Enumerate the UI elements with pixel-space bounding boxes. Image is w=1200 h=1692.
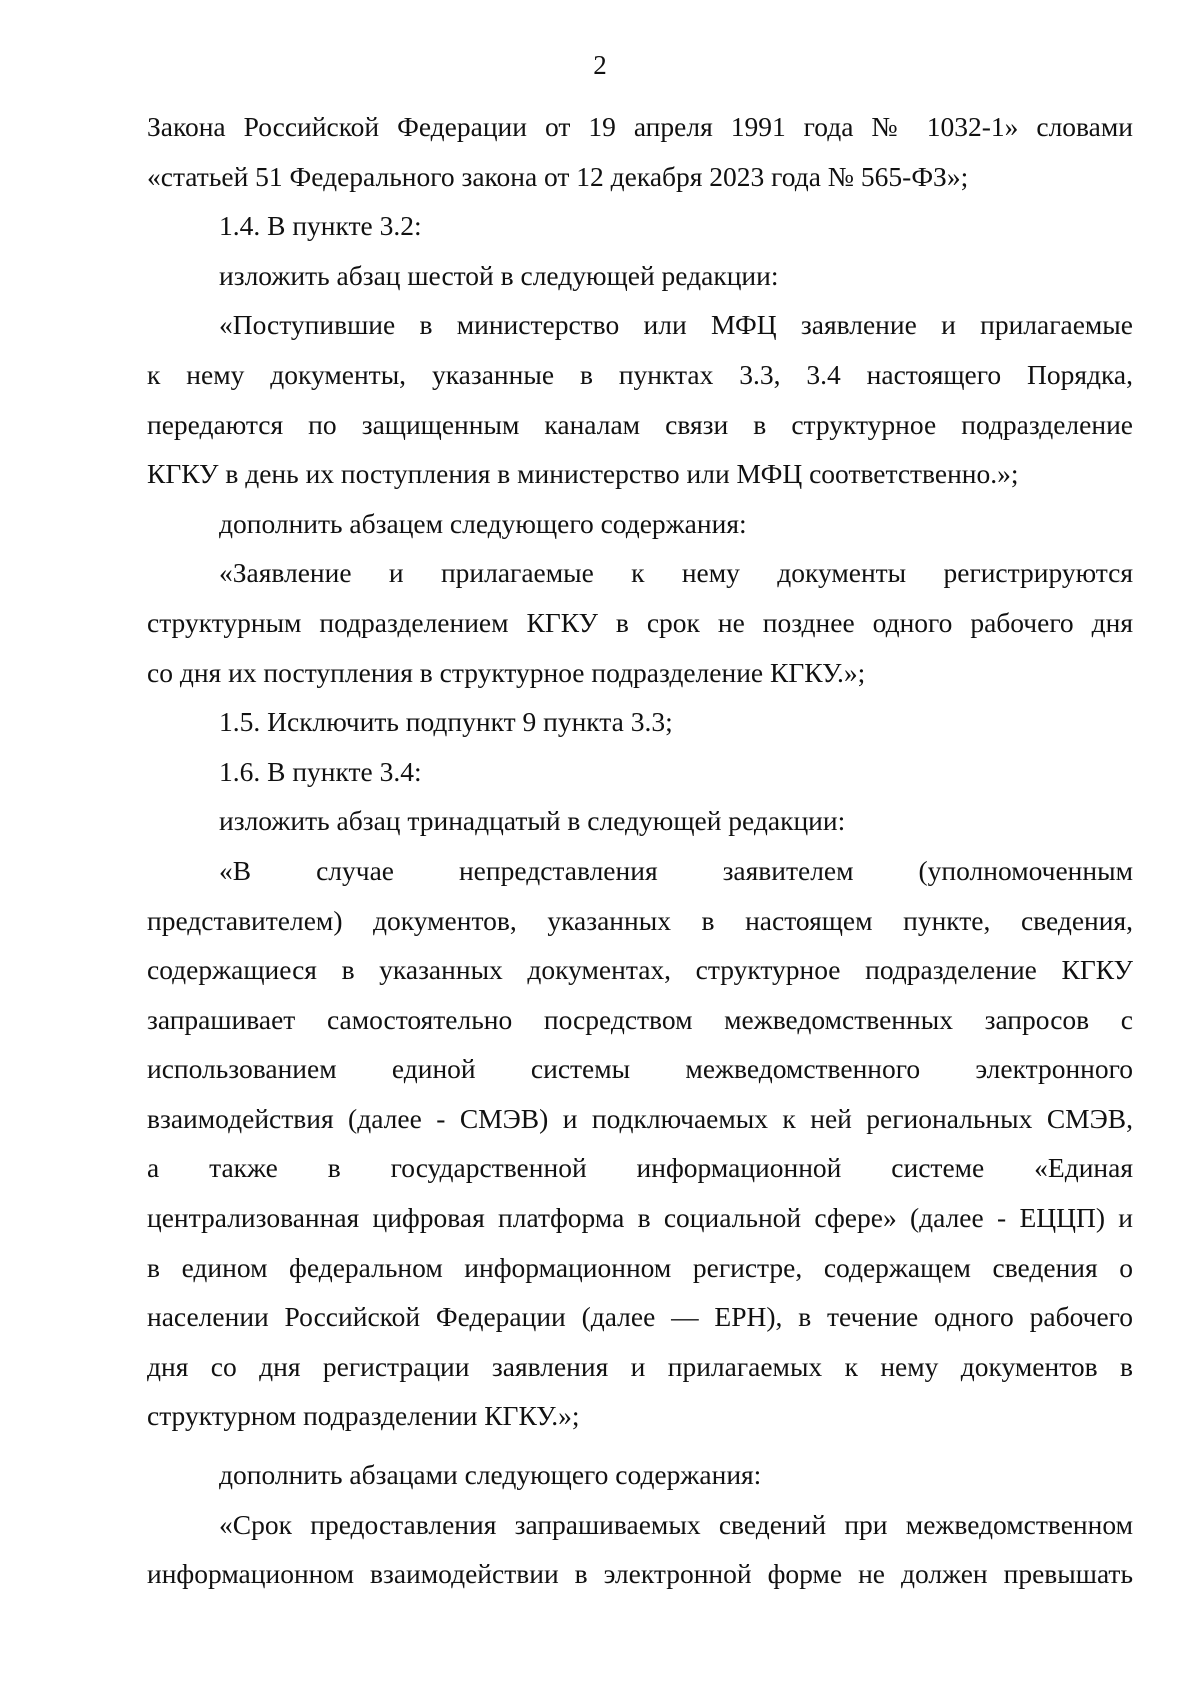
text-line: передаются по защищенным каналам связи в структурное подразделение xyxy=(147,408,1133,440)
text-line: 1.5. Исключить подпункт 9 пункта 3.3; xyxy=(219,706,673,738)
text-line: «В случае непредставления заявителем (уполномоченным xyxy=(219,854,1133,886)
text-line: использованием единой системы межведомственного электронного xyxy=(147,1053,1133,1085)
text-line: дня со дня регистрации заявления и прилагаемых к нему документов в xyxy=(147,1350,1133,1382)
text-line: со дня их поступления в структурное подразделение КГКУ.»; xyxy=(147,656,866,688)
document-body xyxy=(147,102,1133,1599)
text-line: в едином федеральном информационном регистре, содержащем сведения о xyxy=(147,1251,1133,1283)
text-line: Закона Российской Федерации от 19 апреля 1991 года № 1032-1» словами xyxy=(147,111,1133,142)
page-number: 2 xyxy=(593,50,607,80)
text-line: «Срок предоставления запрашиваемых сведений при межведомственном xyxy=(219,1508,1133,1540)
text-line: «Заявление и прилагаемые к нему документы регистрируются xyxy=(219,557,1133,589)
text-line: структурном подразделении КГКУ.»; xyxy=(147,1400,580,1432)
text-line: «статьей 51 Федерального закона от 12 декабря 2023 года № 565-ФЗ»; xyxy=(147,160,969,192)
text-line: а также в государственной информационной системе «Единая xyxy=(147,1152,1133,1184)
text-line: взаимодействия (далее - СМЭВ) и подключаемых к ней региональных СМЭВ, xyxy=(147,1102,1133,1134)
text-line: содержащиеся в указанных документах, структурное подразделение КГКУ xyxy=(147,954,1133,986)
text-line: дополнить абзацами следующего содержания: xyxy=(219,1459,762,1491)
text-line: структурным подразделением КГКУ в срок не позднее одного рабочего дня xyxy=(147,606,1133,638)
text-line: централизованная цифровая платформа в социальной сфере» (далее - ЕЦЦП) и xyxy=(147,1202,1133,1234)
text-line: 1.4. В пункте 3.2: xyxy=(219,210,422,242)
text-line: к нему документы, указанные в пунктах 3.3, 3.4 настоящего Порядка, xyxy=(147,358,1133,390)
text-line: изложить абзац тринадцатый в следующей редакции: xyxy=(219,805,846,837)
text-line: запрашивает самостоятельно посредством межведомственных запросов с xyxy=(147,1003,1133,1035)
text-line: представителем) документов, указанных в настоящем пункте, сведения, xyxy=(147,904,1133,936)
text-line: «Поступившие в министерство или МФЦ заявление и прилагаемые xyxy=(219,309,1133,341)
text-line: изложить абзац шестой в следующей редакции: xyxy=(219,259,779,291)
text-line: 1.6. В пункте 3.4: xyxy=(219,755,422,787)
text-line: КГКУ в день их поступления в министерство или МФЦ соответственно.»; xyxy=(147,458,1019,490)
text-line: информационном взаимодействии в электронной форме не должен превышать xyxy=(147,1558,1133,1590)
text-line: населении Российской Федерации (далее — ЕРН), в течение одного рабочего xyxy=(147,1301,1133,1333)
text-line: дополнить абзацем следующего содержания: xyxy=(219,507,747,539)
